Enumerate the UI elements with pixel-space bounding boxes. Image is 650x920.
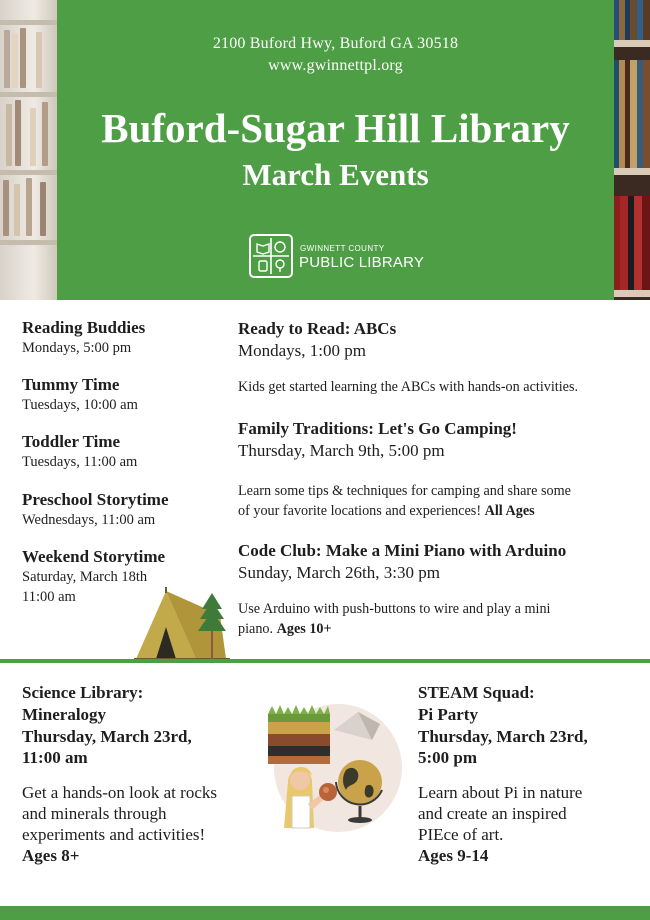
featured-event-when: Thursday, March 9th, 5:00 pm bbox=[238, 441, 445, 460]
library-logo-icon bbox=[249, 234, 293, 278]
bookshelf-right-photo bbox=[614, 0, 650, 300]
steam-description: and create an inspired bbox=[418, 804, 567, 823]
library-address: 2100 Buford Hwy, Buford GA 30518 bbox=[212, 35, 459, 52]
steam-title: STEAM Squad: bbox=[418, 683, 535, 702]
featured-event-title: Ready to Read: ABCs bbox=[238, 319, 397, 338]
steam-description: Learn about Pi in nature bbox=[418, 783, 583, 802]
featured-event-title: Family Traditions: Let's Go Camping! bbox=[238, 419, 517, 438]
event-time: Saturday, March 18th bbox=[22, 569, 148, 585]
event-time: Tuesdays, 11:00 am bbox=[22, 454, 138, 470]
audience-label: All Ages bbox=[484, 503, 535, 519]
event-time: 11:00 am bbox=[22, 589, 76, 605]
weekly-event bbox=[22, 318, 222, 358]
steam-description: PIEce of art. bbox=[418, 825, 504, 844]
science-date: Thursday, March 23rd, bbox=[22, 727, 192, 746]
event-time: Mondays, 5:00 pm bbox=[22, 340, 132, 356]
page-subtitle: March Events bbox=[242, 157, 429, 192]
page-title: Buford-Sugar Hill Library bbox=[101, 105, 570, 151]
description-line: Learn some tips & techniques for camping and share some bbox=[238, 483, 571, 499]
event-name: Toddler Time bbox=[22, 432, 121, 451]
science-description: Get a hands-on look at rocks bbox=[22, 783, 217, 802]
audience-label: Ages 10+ bbox=[276, 621, 332, 637]
section-divider bbox=[0, 659, 650, 663]
description-line: Use Arduino with push-buttons to wire and play a mini bbox=[238, 601, 551, 617]
library-website-link[interactable]: www.gwinnettpl.org bbox=[268, 57, 403, 74]
rocks-and-globe-illustration bbox=[262, 700, 404, 835]
camping-illustration bbox=[130, 585, 235, 663]
logo-library-name: PUBLIC LIBRARY bbox=[299, 254, 425, 271]
event-time: Tuesdays, 10:00 am bbox=[22, 397, 138, 413]
weekly-event bbox=[22, 490, 222, 530]
logo-county-text: GWINNETT COUNTY bbox=[300, 244, 385, 253]
science-title: Science Library: bbox=[22, 683, 144, 702]
steam-title: Pi Party bbox=[418, 705, 478, 724]
featured-event-when: Mondays, 1:00 pm bbox=[238, 341, 366, 360]
event-time: Wednesdays, 11:00 am bbox=[22, 512, 156, 528]
weekly-event bbox=[22, 375, 222, 415]
featured-event-when: Sunday, March 26th, 3:30 pm bbox=[238, 563, 440, 582]
bookshelf-left-photo bbox=[0, 0, 57, 300]
weekly-event bbox=[22, 432, 222, 472]
event-name: Tummy Time bbox=[22, 375, 120, 394]
featured-event-description: Kids get started learning the ABCs with hands-on activities. bbox=[238, 379, 579, 395]
featured-event-title: Code Club: Make a Mini Piano with Arduino bbox=[238, 541, 567, 560]
science-title: Mineralogy bbox=[22, 705, 107, 724]
steam-audience: Ages 9-14 bbox=[418, 846, 489, 865]
description-line: of your favorite locations and experiences! All Ages bbox=[238, 503, 535, 519]
header-banner bbox=[0, 0, 650, 300]
event-name: Reading Buddies bbox=[22, 318, 146, 337]
footer-bar bbox=[0, 906, 650, 920]
gwinnett-library-logo bbox=[249, 234, 429, 280]
featured-event-description bbox=[238, 481, 638, 521]
steam-time: 5:00 pm bbox=[418, 748, 478, 767]
featured-event-description bbox=[238, 599, 638, 639]
science-description: and minerals through bbox=[22, 804, 167, 823]
header-green-panel bbox=[57, 0, 614, 300]
steam-date: Thursday, March 23rd, bbox=[418, 727, 588, 746]
event-name: Weekend Storytime bbox=[22, 547, 166, 566]
science-audience: Ages 8+ bbox=[22, 846, 80, 865]
science-description: experiments and activities! bbox=[22, 825, 206, 844]
description-line: piano. Ages 10+ bbox=[238, 621, 332, 637]
science-time: 11:00 am bbox=[22, 748, 88, 767]
event-name: Preschool Storytime bbox=[22, 490, 169, 509]
